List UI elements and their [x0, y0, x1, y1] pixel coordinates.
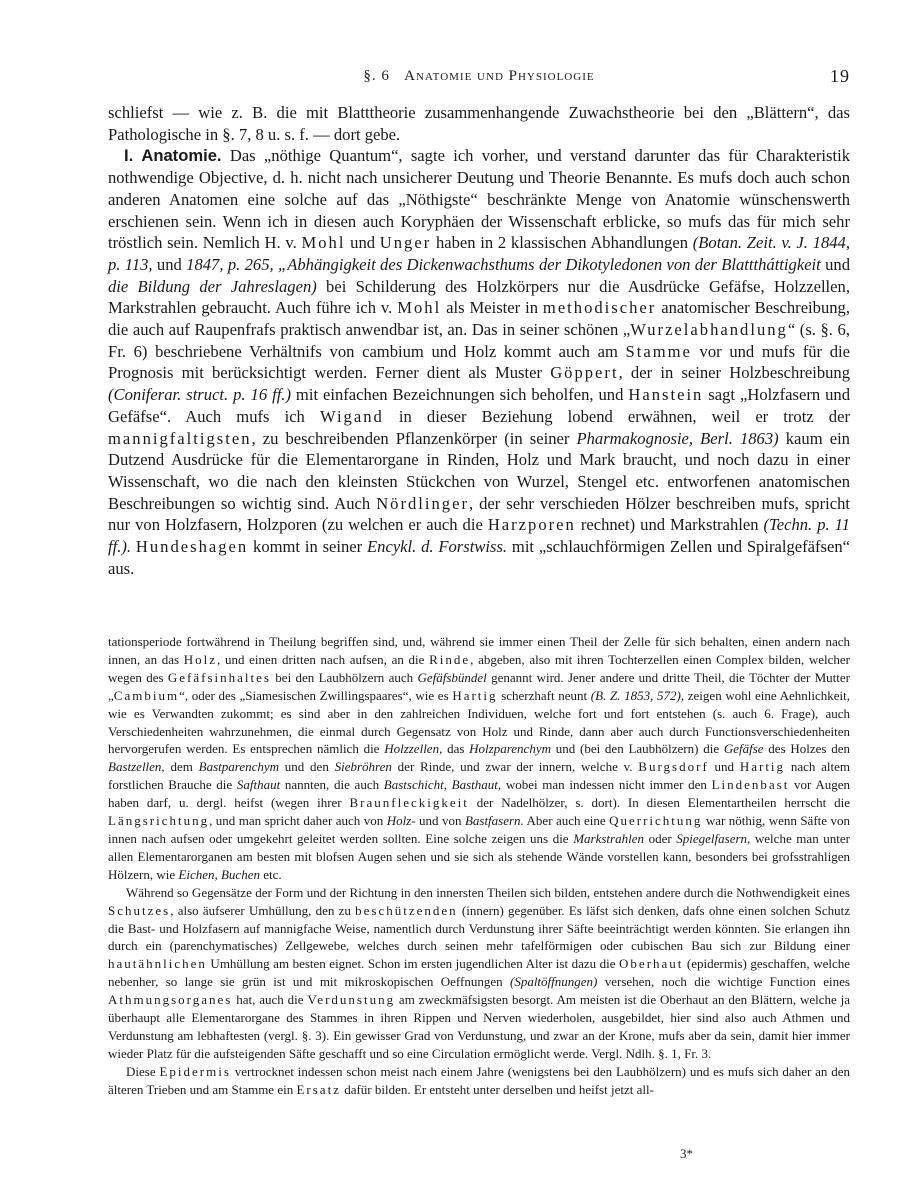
page-number: 19 — [830, 66, 850, 86]
main-text — [108, 102, 850, 579]
citation: die Bildung der Jahreslagen) — [108, 276, 317, 296]
section-heading: I. Anatomie. — [124, 146, 222, 166]
footnote-paragraph-2: Während so Gegensätze der Form und der Richtung in den innersten Theilen sich bilden, entstehen andere durch die Nothwendigkeit eines Schutzes, also äufserer Umhüllung, den zu beschützenden (innern) gegenüber. Es läfst sich denken, dafs ohne einen solchen Schutz die Bast- und Holzfasern auf mannigfache Weise, namentlich durch Verdunstung ihrer Säfte beeinträchtigt werden könnten. Sie erlangen ihn durch ein (parenchymatisches) Zellgewebe, welches durch seinen mehr tafelförmigen oder cubischen Bau sich zur Bildung einer hautähnlichen Umhüllung am besten eignet. Schon im ersten jugendlichen Alter ist dazu die Oberhaut (epidermis) geschaffen, welche nebenher, so lange sie grün ist und mit mikroskopischen Oeffnungen (Spaltöffnungen) versehen, noch die wichtige Function eines Athmungsorganes hat, auch die Verdunstung am zweckmäfsigsten besorgt. Am meisten ist die Oberhaut an den Blättern, welche ja überhaupt alle Elementarorgane des Stammes in ihren Rippen und Nerven wiederholen, ausgebildet, hier sind also auch Athmen und Verdunstung am lebhaftesten (vergl. §. 3). Ein gewisser Grad von Verdunstung, und zwar an der Krone, mufs aber da sein, damit hier immer wieder Platz für die aufsteigenden Säfte geschafft und so eine Circulation ermöglicht werde. Vergl. Ndlh. §. 1, Fr. 3. — [108, 884, 851, 1061]
running-header — [108, 68, 850, 92]
main-paragraph-1: schliefst — wie z. B. die mit Blatttheorie zusammenhangende Zuwachstheorie bei den „Blättern“, das Pathologische in §. 7, 8 u. s. f. — dort gebe. — [108, 103, 850, 144]
citation: 1847, p. 265, — [186, 254, 274, 274]
citation: Pharmakognosie, Berl. 1863) — [576, 428, 779, 448]
header-title-line — [108, 68, 850, 85]
header-title: Anatomie und Physiologie — [404, 68, 595, 84]
citation: Encykl. d. Forstwiss. — [367, 537, 508, 557]
main-paragraph-anatomie: I. Anatomie. Das „nöthige Quantum“, sagte ich vorher, und verstand darunter das für Charakteristik nothwendige Objective, d. h. nicht nach unsicherer Deutung und Theorie Benannte. Es mufs doch auch schon anderen Anatomen eine solche auf das „Nöthigste“ beschränkte Menge von Anatomie wünschenswerth erschienen sein. Wenn ich in diesen auch Koryphäen der Wissenschaft erblicke, so mufs das für mich sehr tröstlich sein. Nemlich H. v. Mohl und Unger haben in 2 klassischen Abhandlungen (Botan. Zeit. v. J. 1844, p. 113, und 1847, p. 265, „Abhängigkeit des Dickenwachsthums der Dikotyledonen von der Blatttháttigkeit und die Bildung der Jahreslagen) bei Schilderung des Holzkörpers nur die Ausdrücke Gefäfse, Holzzellen, Markstrahlen gebraucht. Auch führe ich v. Mohl als Meister in methodischer anatomischer Beschreibung, die auch auf Raupenfrafs praktisch anwendbar ist, an. Das in seiner schönen „Wurzelabhandlung“ (s. §. 6, Fr. 6) beschriebene Verhältnifs von cambium und Holz kommt auch am Stamme vor und mufs für die Prognosis mit berücksichtigt werden. Ferner dient als Muster Göppert, der in seiner Holzbeschreibung (Coniferar. struct. p. 16 ff.) mit einfachen Bezeichnungen sich beholfen, und Hanstein sagt „Holzfasern und Gefäfse“. Auch mufs ich Wigand in dieser Beziehung lobend erwähnen, weil er trotz der mannigfaltigsten, zu beschreibenden Pflanzenkörper (in seiner Pharmakognosie, Berl. 1863) kaum ein Dutzend Ausdrücke für die Elementarorgane in Rinden, Holz und Mark braucht, und noch dazu in einer Wissenschaft, wo die nach den kleinsten Stückchen von Wurzel, Stengel etc. entworfenen anatomischen Beschreibungen so wichtig sind. Auch Nördlinger, der sehr verschieden Hölzer beschreiben mufs, spricht nur von Holzfasern, Holzporen (zu welchen er auch die Harzporen rechnet) und Markstrahlen (Techn. p. 11 ff.). Hundeshagen kommt in seiner Encykl. d. Forstwiss. mit „schlauchförmigen Zellen und Spiralgefäfsen“ aus. — [108, 146, 851, 578]
citation: (Techn. p. 11 ff.). — [108, 515, 850, 557]
citation: (Coniferar. struct. p. 16 ff.) — [108, 385, 291, 405]
footnotes — [108, 633, 850, 1099]
citation: „Abhängigkeit des Dickenwachsthums der Dikotyledonen von der Blatttháttigkeit — [278, 254, 821, 274]
header-section: §. 6 — [363, 68, 390, 84]
footnote-paragraph-3: Diese Epidermis vertrocknet indessen schon meist nach einem Jahre (wenigstens bei den Laubhölzern) und es mufs sich daher an den älteren Trieben und am Stamme ein Ersatz dafür bilden. Er entsteht unter derselben und heifst jetzt all- — [108, 1063, 850, 1097]
signature-mark: 3* — [680, 1146, 693, 1161]
footnote-paragraph-1: tationsperiode fortwährend in Theilung begriffen sind, und, während sie immer einen Theil der Zelle für sich behalten, einen andern nach innen, an das Holz, und einen dritten nach aufsen, an die Rinde, abgeben, also mit ihren Tochterzellen einen Complex bilden, welcher wegen des Gefäfsinhaltes bei den Laubhölzern auch Gefäfsbündel genannt wird. Jener andere und dritte Theil, die Töchter der Mutter „Cambium“, oder des „Siamesischen Zwillingspaares“, wie es Hartig scherzhaft neunt (B. Z. 1853, 572), zeigen wohl eine Aehnlichkeit, wie es Verwandten zukommt; es sind aber in den zahlreichen Individuen, welche fort und fort entstehen (s. auch 6. Frage), auch Verschiedenheiten wahrzunehmen, die einmal durch Gegensatz von Holz und Rinde, dann aber auch durch Functionsverschiedenheiten hervorgerufen werden. Es entsprechen nämlich die Holzzellen, das Holzparenchym und (bei den Laubhölzern) die Gefäfse des Holzes den Bastzellen, dem Bastparenchym und den Siebröhren der Rinde, und zwar der innern, welche v. Burgsdorf und Hartig nach altem forstlichen Brauche die Safthaut nannten, die auch Bastschicht, Basthaut, wobei man indessen nicht immer den Lindenbast vor Augen haben darf, u. dergl. heifst (wegen ihrer Braunfleckigkeit der Nadelhölzer, s. dort). In diesen Elementartheilen herrscht die Längsrichtung, und man spricht daher auch von Holz- und von Bastfasern. Aber auch eine Querrichtung war nöthig, wenn Säfte von innen nach aufsen oder umgekehrt geleitet werden sollten. Eine solche zeigen uns die Markstrahlen oder Spiegelfasern, welche man unter allen Elementarorganen am besten mit blofsen Augen sehen und sie sich als stehende Wände vorstellen kann, besonders bei grofsstrahligen Hölzern, wie Eichen, Buchen etc. — [108, 634, 851, 882]
citation: (Botan. Zeit. v. J. 1844, p. 113, — [108, 233, 851, 274]
